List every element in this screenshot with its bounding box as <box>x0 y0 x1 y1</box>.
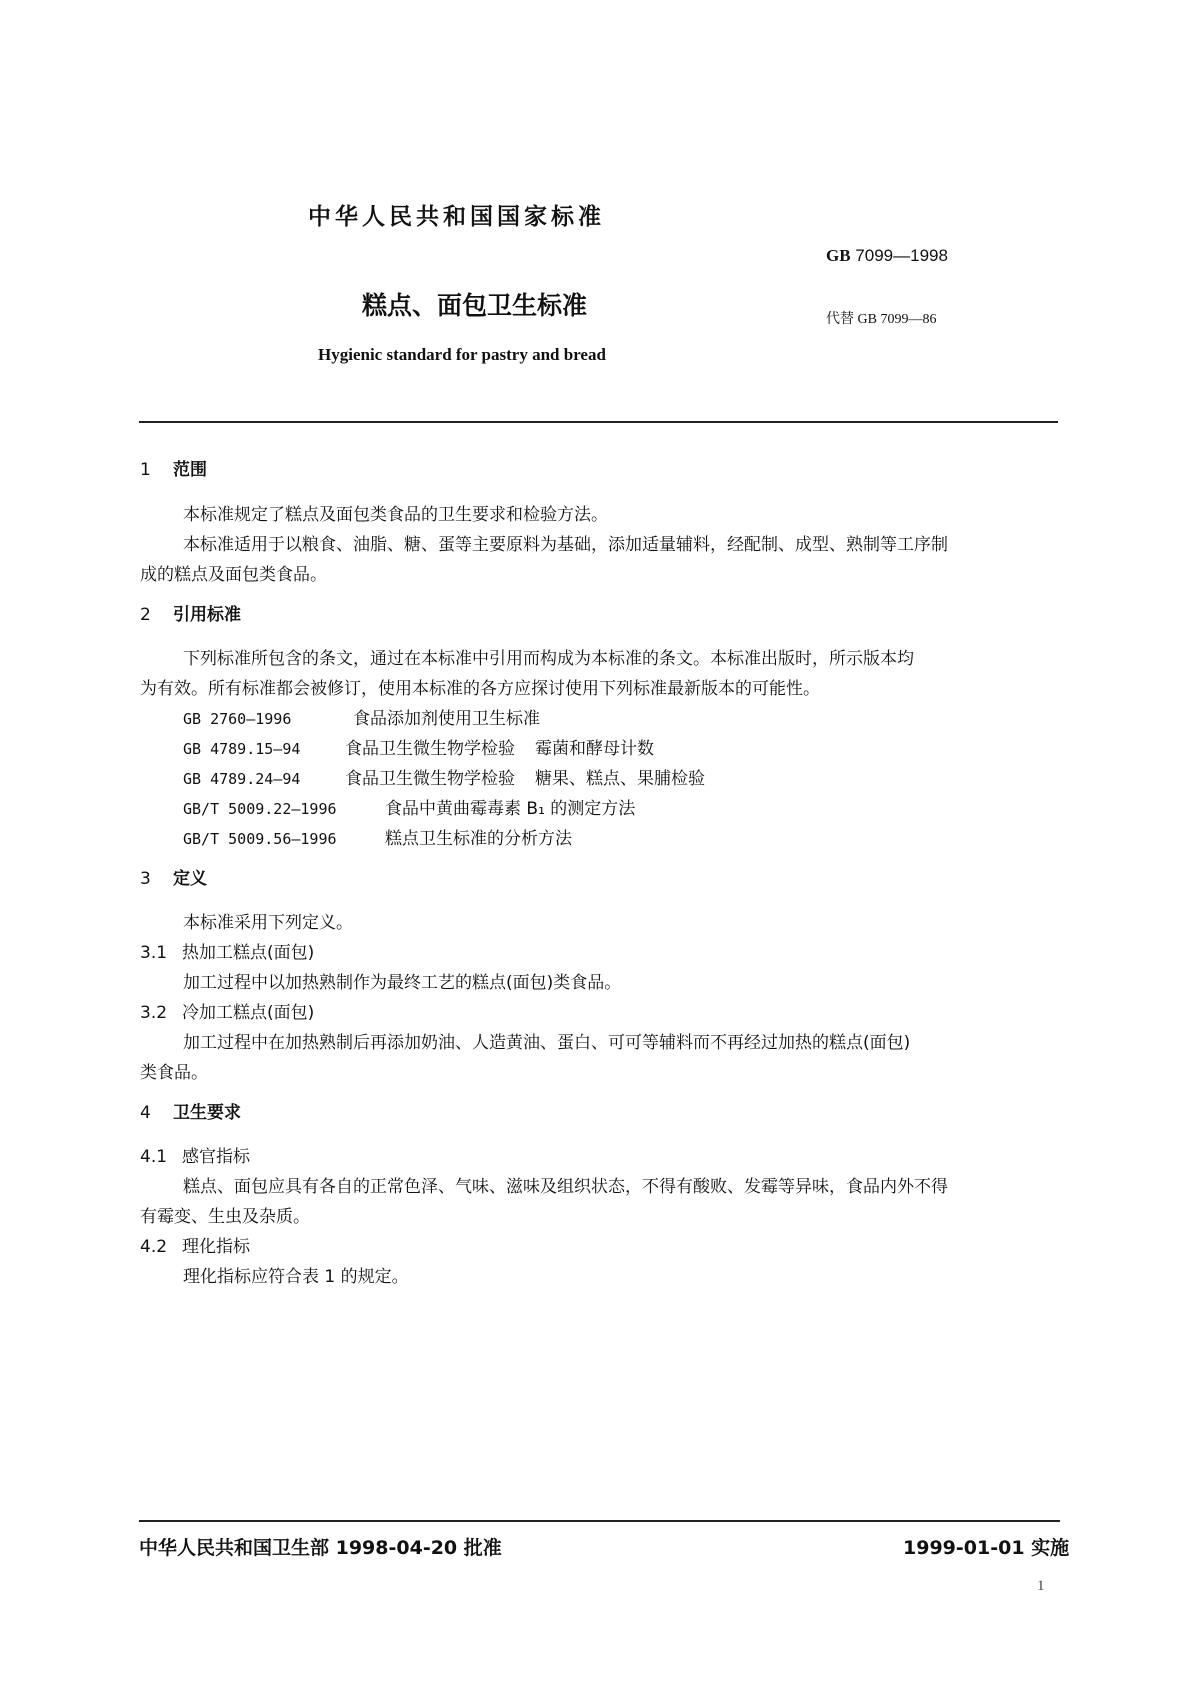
section-3-paragraph: 本标准采用下列定义。 <box>183 913 353 933</box>
reference-code: GB 2760—1996 <box>183 710 292 728</box>
standard-code-prefix: GB <box>826 246 851 265</box>
subsection-4-1-heading <box>140 1142 250 1167</box>
reference-item <box>183 764 705 789</box>
section-number: 2 <box>140 605 151 625</box>
section-title: 定义 <box>173 869 207 889</box>
footer-divider <box>139 1520 1060 1522</box>
reference-title: 糕点卫生标准的分析方法 <box>385 829 572 849</box>
reference-item <box>183 824 572 849</box>
approval-statement: 中华人民共和国卫生部 1998-04-20 批准 <box>139 1537 502 1559</box>
page-number: 1 <box>1037 1578 1045 1594</box>
section-title: 引用标准 <box>173 605 241 625</box>
subsection-number: 3.2 <box>140 1003 168 1023</box>
standard-code <box>826 246 948 266</box>
reference-subtitle: 霉菌和酵母计数 <box>535 739 654 759</box>
subsection-title: 热加工糕点(面包) <box>182 943 315 963</box>
issuing-organization: 中华人民共和国国家标准 <box>308 204 605 230</box>
subsection-3-2-text-line-1: 加工过程中在加热熟制后再添加奶油、人造黄油、蛋白、可可等辅料而不再经过加热的糕点(面包) <box>183 1033 911 1053</box>
subsection-3-1-text: 加工过程中以加热熟制作为最终工艺的糕点(面包)类食品。 <box>183 973 622 993</box>
section-1-paragraph-2-line-1: 本标准适用于以粮食、油脂、糖、蛋等主要原料为基础，添加适量辅料，经配制、成型、熟制等工序制 <box>183 535 948 555</box>
subsection-title: 冷加工糕点(面包) <box>182 1003 315 1023</box>
standard-code-number: 7099—1998 <box>855 246 948 265</box>
section-4-heading <box>140 1098 241 1123</box>
section-number: 3 <box>140 869 151 889</box>
subsection-title: 感官指标 <box>182 1147 250 1167</box>
subsection-number: 3.1 <box>140 943 168 963</box>
subsection-number: 4.2 <box>140 1237 168 1257</box>
section-number: 1 <box>140 460 151 480</box>
reference-title: 食品中黄曲霉毒素 B₁ 的测定方法 <box>385 799 636 819</box>
subsection-3-2-heading <box>140 998 314 1023</box>
replaces-note: 代替 GB 7099—86 <box>826 312 937 327</box>
reference-title: 食品卫生微生物学检验 <box>345 769 515 789</box>
reference-item <box>183 734 654 759</box>
reference-title: 食品添加剂使用卫生标准 <box>353 709 540 729</box>
reference-item <box>183 794 635 819</box>
section-1-heading <box>140 455 207 480</box>
subsection-3-1-heading <box>140 938 314 963</box>
subsection-4-1-text-line-1: 糕点、面包应具有各自的正常色泽、气味、滋味及组织状态，不得有酸败、发霉等异味，食品内外不得 <box>183 1177 948 1197</box>
subsection-4-1-text-line-2: 有霉变、生虫及杂质。 <box>140 1207 310 1227</box>
section-number: 4 <box>140 1103 151 1123</box>
implementation-date: 1999-01-01 实施 <box>903 1537 1070 1559</box>
title-english: Hygienic standard for pastry and bread <box>318 345 606 364</box>
subsection-title: 理化指标 <box>182 1237 250 1257</box>
section-2-paragraph-line-1: 下列标准所包含的条文，通过在本标准中引用而构成为本标准的条文。本标准出版时，所示版本均 <box>183 649 914 669</box>
section-2-heading <box>140 600 241 625</box>
subsection-3-2-text-line-2: 类食品。 <box>140 1063 208 1083</box>
reference-code: GB/T 5009.56—1996 <box>183 830 337 848</box>
reference-subtitle: 糖果、糕点、果脯检验 <box>535 769 705 789</box>
reference-code: GB/T 5009.22—1996 <box>183 800 337 818</box>
title-chinese: 糕点、面包卫生标准 <box>362 291 588 320</box>
section-title: 范围 <box>173 460 207 480</box>
section-1-paragraph-1: 本标准规定了糕点及面包类食品的卫生要求和检验方法。 <box>183 505 608 525</box>
section-1-paragraph-2-line-2: 成的糕点及面包类食品。 <box>140 565 327 585</box>
reference-code: GB 4789.24—94 <box>183 770 301 788</box>
subsection-4-2-text: 理化指标应符合表 1 的规定。 <box>183 1267 409 1287</box>
section-2-paragraph-line-2: 为有效。所有标准都会被修订，使用本标准的各方应探讨使用下列标准最新版本的可能性。 <box>140 679 820 699</box>
reference-title: 食品卫生微生物学检验 <box>345 739 515 759</box>
subsection-number: 4.1 <box>140 1147 168 1167</box>
reference-item <box>183 704 540 729</box>
section-3-heading <box>140 864 207 889</box>
subsection-4-2-heading <box>140 1232 250 1257</box>
section-title: 卫生要求 <box>173 1103 241 1123</box>
reference-code: GB 4789.15—94 <box>183 740 301 758</box>
header-divider <box>139 421 1058 423</box>
